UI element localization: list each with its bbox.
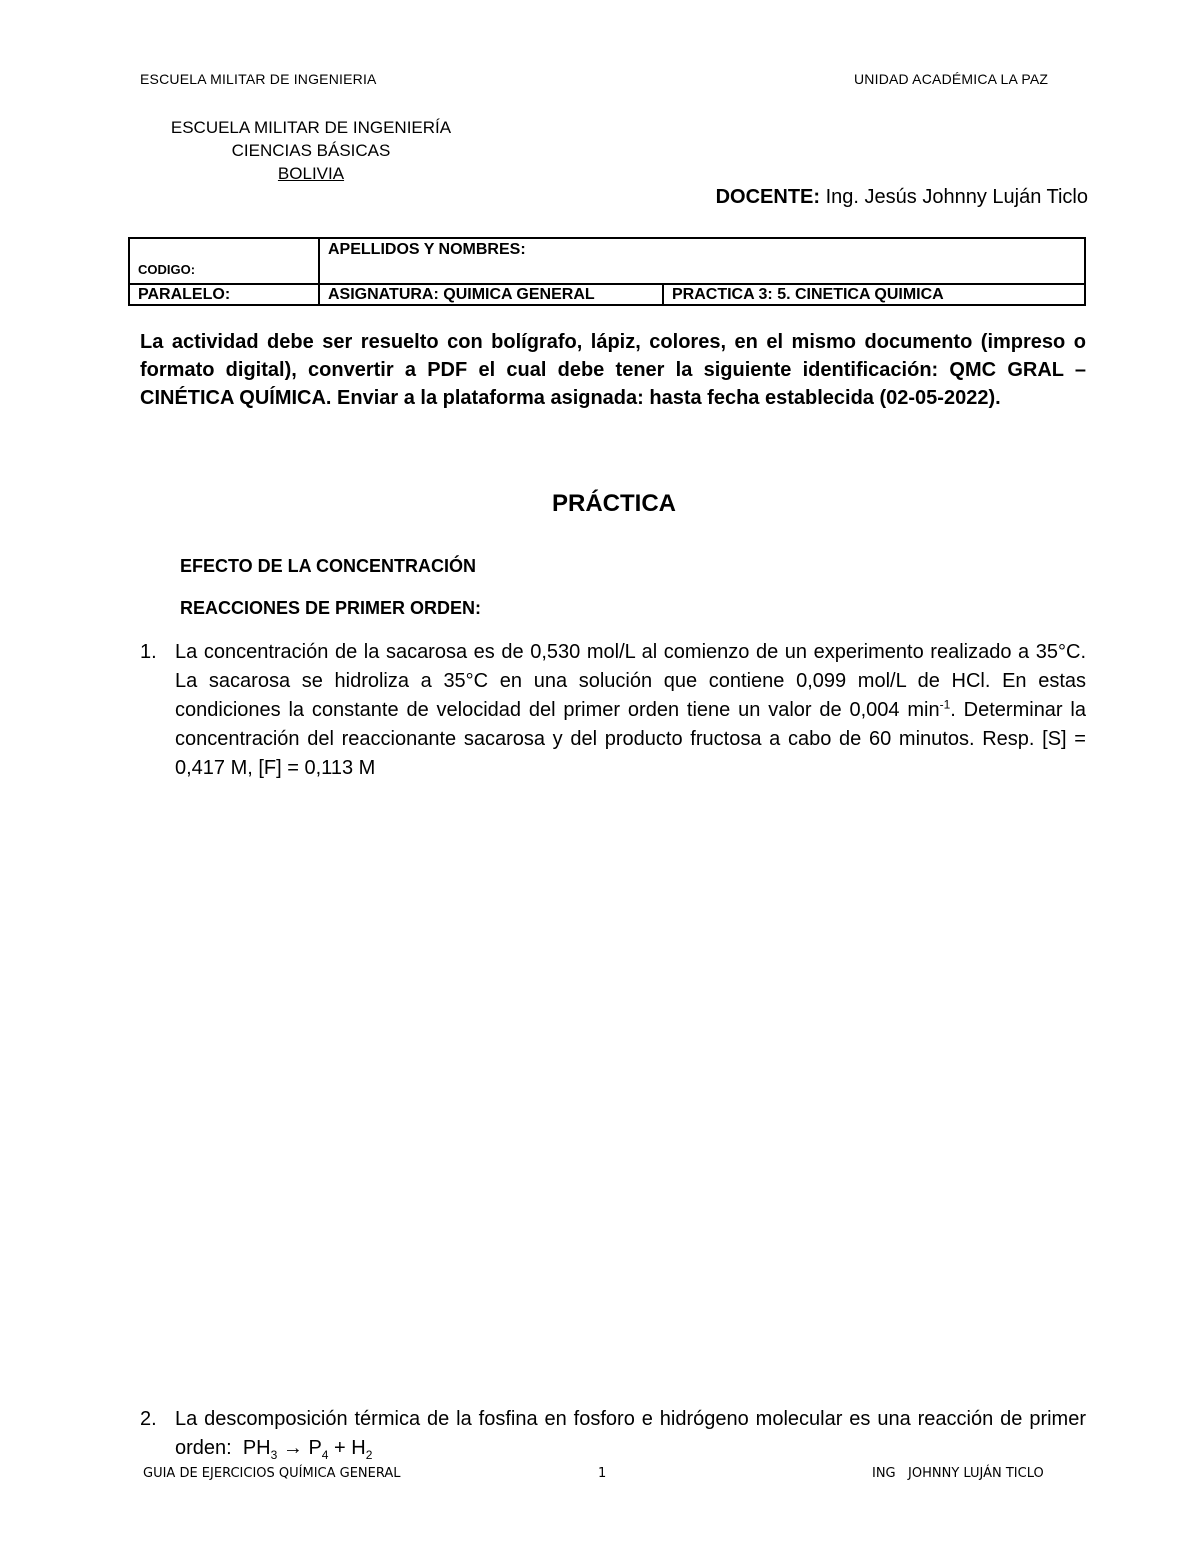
- page-title: PRÁCTICA: [552, 490, 676, 517]
- problem-2: [140, 1405, 1086, 1463]
- eq-plus: +: [334, 1437, 346, 1459]
- eq-product-2: H: [351, 1437, 366, 1459]
- section-heading-concentration: EFECTO DE LA CONCENTRACIÓN: [180, 556, 477, 576]
- institution-block: [111, 116, 511, 185]
- section-heading-first-order: REACCIONES DE PRIMER ORDEN:: [180, 598, 482, 618]
- reaction-arrow-icon: →: [282, 1437, 303, 1459]
- problem-2-text-body: La descomposición térmica de la fosfina en fosforo e hidrógeno molecular es una reacción de primer orden:: [175, 1408, 1086, 1459]
- institution-country: BOLIVIA: [277, 164, 345, 183]
- student-info-table: [128, 237, 1086, 306]
- practica-cell: PRACTICA 3: 5. CINETICA QUIMICA: [663, 284, 1085, 305]
- codigo-cell: CODIGO:: [129, 238, 319, 284]
- problem-2-text: [175, 1405, 1086, 1463]
- problem-1-exponent: -1: [939, 697, 951, 712]
- eq-product-1: P: [308, 1437, 322, 1459]
- eq-product-2-sub: 2: [365, 1448, 373, 1462]
- reaction-equation: [242, 1437, 373, 1462]
- eq-reactant-sub: 3: [270, 1448, 278, 1462]
- problem-2-number: 2.: [140, 1408, 157, 1430]
- footer-author: ING JOHNNY LUJÁN TICLO: [872, 1466, 1044, 1481]
- docente-name: Ing. Jesús Johnny Luján Ticlo: [825, 186, 1088, 208]
- paralelo-cell: PARALELO:: [129, 284, 319, 305]
- problem-1: [140, 638, 1086, 783]
- institution-name: ESCUELA MILITAR DE INGENIERÍA: [170, 118, 452, 137]
- apellidos-cell: APELLIDOS Y NOMBRES:: [319, 238, 1085, 284]
- eq-product-1-sub: 4: [321, 1448, 329, 1462]
- docente-line: [716, 186, 1088, 209]
- problem-1-text-a: La concentración de la sacarosa es de 0,530 mol/L al comienzo de un experimento realizado a 35°C. La sacarosa se hidroliza a 35°C en una solución que contiene 0,099 mol/L de HCl. En estas condiciones la constante de velocidad del primer orden tiene un valor de 0,004 min: [175, 641, 1086, 721]
- header-school: ESCUELA MILITAR DE INGENIERIA: [140, 71, 377, 87]
- footer-page-number: 1: [598, 1466, 607, 1481]
- institution-department: CIENCIAS BÁSICAS: [231, 141, 391, 160]
- header-unit: UNIDAD ACADÉMICA LA PAZ: [854, 71, 1049, 87]
- docente-label: DOCENTE:: [715, 186, 821, 208]
- eq-reactant: PH: [242, 1437, 271, 1459]
- problem-1-text-b: . Determinar la concentración del reaccionante sacarosa y del producto fructosa a cabo de 60 minutos. Resp. [S] = 0,417 M, [F] = 0,113 M: [175, 699, 1087, 779]
- asignatura-cell: ASIGNATURA: QUIMICA GENERAL: [319, 284, 663, 305]
- problem-1-text: [175, 638, 1086, 783]
- footer-guide: GUIA DE EJERCICIOS QUÍMICA GENERAL: [143, 1466, 401, 1481]
- problem-1-number: 1.: [140, 641, 157, 663]
- instructions-paragraph: La actividad debe ser resuelto con bolígrafo, lápiz, colores, en el mismo documento (impreso o formato digital), convertir a PDF el cual debe tener la siguiente identificación: QMC GRAL – CINÉTICA QUÍMICA. Enviar a la plataforma asignada: hasta fecha establecida (02-05-2022).: [140, 331, 1086, 409]
